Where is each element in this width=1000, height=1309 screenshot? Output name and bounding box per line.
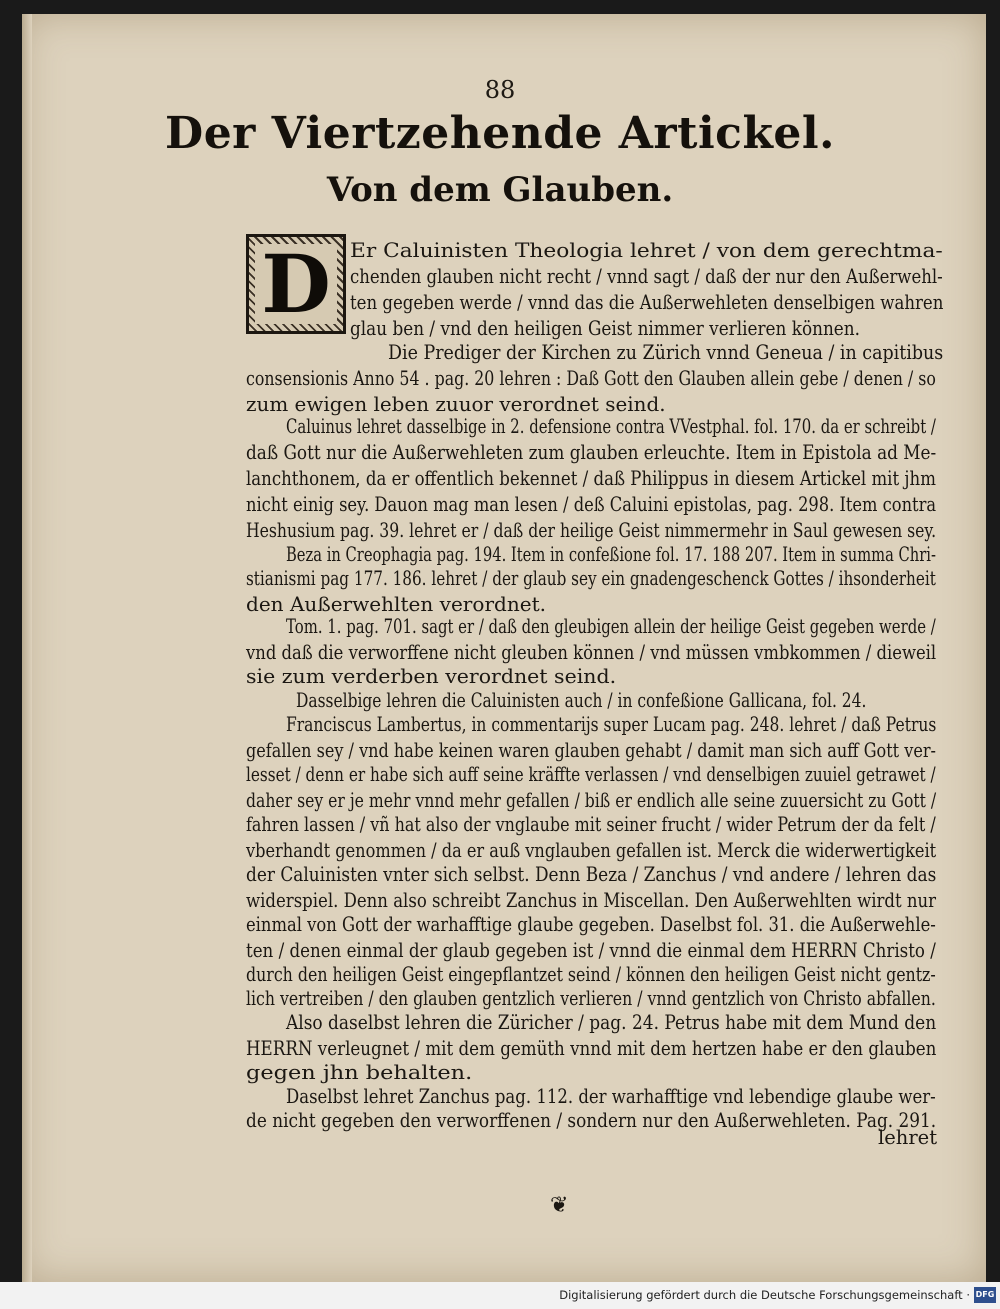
text-line: Daselbst lehret Zanchus pag. 112. der warhafftige vnd lebendige glaube wer- (286, 1085, 936, 1108)
text-line: ten / denen einmal der glaub gegeben ist / vnnd die einmal dem HERRN Christo / (246, 939, 936, 962)
text-line: widerspiel. Denn also schreibt Zanchus in Miscellan. Den Außerwehlten wirdt nur (246, 889, 937, 912)
text-line: lanchthonem, da er offentlich bekennet / daß Philippus in diesem Artickel mit jhm (246, 467, 936, 490)
text-line: lich vertreiben / den glauben gentzlich verlieren / vnnd gentzlich von Christo abfallen. (246, 987, 936, 1010)
text-line: vnd daß die verworffene nicht gleuben können / vnd müssen vmbkommen / dieweil (246, 641, 937, 664)
dfg-logo: DFG (974, 1287, 996, 1303)
text-line: zum ewigen leben zuuor verordnet seind. (246, 393, 666, 416)
text-line: Franciscus Lambertus, in commentarijs super Lucam pag. 248. lehret / daß Petrus (286, 713, 937, 736)
text-line: nicht einig sey. Dauon mag man lesen / deß Caluini epistolas, pag. 298. Item contra (246, 493, 937, 516)
text-line: chenden glauben nicht recht / vnnd sagt / daß der nur den Außerwehl- (350, 265, 943, 288)
text-line: Die Prediger der Kirchen zu Zürich vnnd Geneua / in capitibus (388, 341, 944, 364)
text-line: lesset / denn er habe sich auff seine kräffte verlassen / vnd denselbigen zuuiel getrawet / (246, 763, 936, 786)
text-line: ten gegeben werde / vnnd das die Außerwehleten denselbigen wahren (350, 291, 944, 314)
text-line: durch den heiligen Geist eingepflantzet seind / können den heiligen Geist nicht gentz- (246, 963, 936, 986)
text-line: einmal von Gott der warhafftige glaube gegeben. Daselbst fol. 31. die Außerwehle- (246, 913, 936, 936)
text-line: Also daselbst lehren die Züricher / pag. 24. Petrus habe mit dem Mund den (286, 1011, 937, 1034)
text-line: Dasselbige lehren die Caluinisten auch / in confeßione Gallicana, fol. 24. (296, 689, 867, 712)
text-line: de nicht gegeben den verworffenen / sondern nur den Außerwehleten. Pag. 291. (246, 1109, 937, 1132)
footer-bar (0, 1282, 1000, 1309)
text-line: gefallen sey / vnd habe keinen waren glauben gehabt / damit man sich auff Gott ver- (246, 739, 936, 762)
footer-text: Digitalisierung gefördert durch die Deutsche Forschungsgemeinschaft · (559, 1288, 970, 1302)
text-line: Caluinus lehret dasselbige in 2. defensione contra VVestphal. fol. 170. da er schreibt / (286, 415, 936, 438)
page-number: 88 (484, 76, 516, 104)
article-subtitle: Von dem Glauben. (326, 170, 674, 210)
initial-letter: D (255, 244, 336, 324)
text-line: fahren lassen / vñ hat also der vnglaube mit seiner frucht / wider Petrum der da felt / (246, 813, 936, 836)
text-line: vberhandt genommen / da er auß vnglauben gefallen ist. Merck die widerwertigkeit (246, 839, 937, 862)
text-line: der Caluinisten vnter sich selbst. Denn Beza / Zanchus / vnd andere / lehren das (246, 863, 937, 886)
text-line: gegen jhn behalten. (246, 1061, 473, 1084)
text-line: consensionis Anno 54 . pag. 20 lehren : Daß Gott den Glauben allein gebe / denen / so (246, 367, 936, 390)
text-line: Beza in Creophagia pag. 194. Item in confeßione fol. 17. 188 207. Item in summa Chri- (286, 543, 936, 566)
text-line: HERRN verleugnet / mit dem gemüth vnnd mit dem hertzen habe er den glauben (246, 1037, 937, 1060)
text-line: sie zum verderben verordnet seind. (246, 665, 617, 688)
text-line: stianismi pag 177. 186. lehret / der glaub sey ein gnadengeschenck Gottes / ihsonderheit (246, 567, 936, 590)
text-line: daß Gott nur die Außerwehleten zum glauben erleuchte. Item in Epistola ad Me- (246, 441, 937, 464)
ornament-mark: ❦ (550, 1193, 569, 1218)
text-line: Tom. 1. pag. 701. sagt er / daß den gleubigen allein der heilige Geist gegeben werde / (286, 615, 936, 638)
text-line: Heshusium pag. 39. lehret er / daß der heilige Geist nimmermehr in Saul gewesen sey. (246, 519, 937, 542)
text-line: daher sey er je mehr vnnd mehr gefallen / biß er endlich alle seine zuuersicht zu Gott / (246, 789, 937, 812)
decorated-initial (246, 234, 346, 334)
text-line: Er Caluinisten Theologia lehret / von dem gerechtma- (350, 239, 943, 262)
text-line: den Außerwehlten verordnet. (246, 593, 547, 616)
article-title: Der Viertzehende Artickel. (165, 108, 835, 159)
catchword: lehret (878, 1126, 938, 1149)
text-line: glau ben / vnd den heiligen Geist nimmer verlieren können. (350, 317, 860, 340)
